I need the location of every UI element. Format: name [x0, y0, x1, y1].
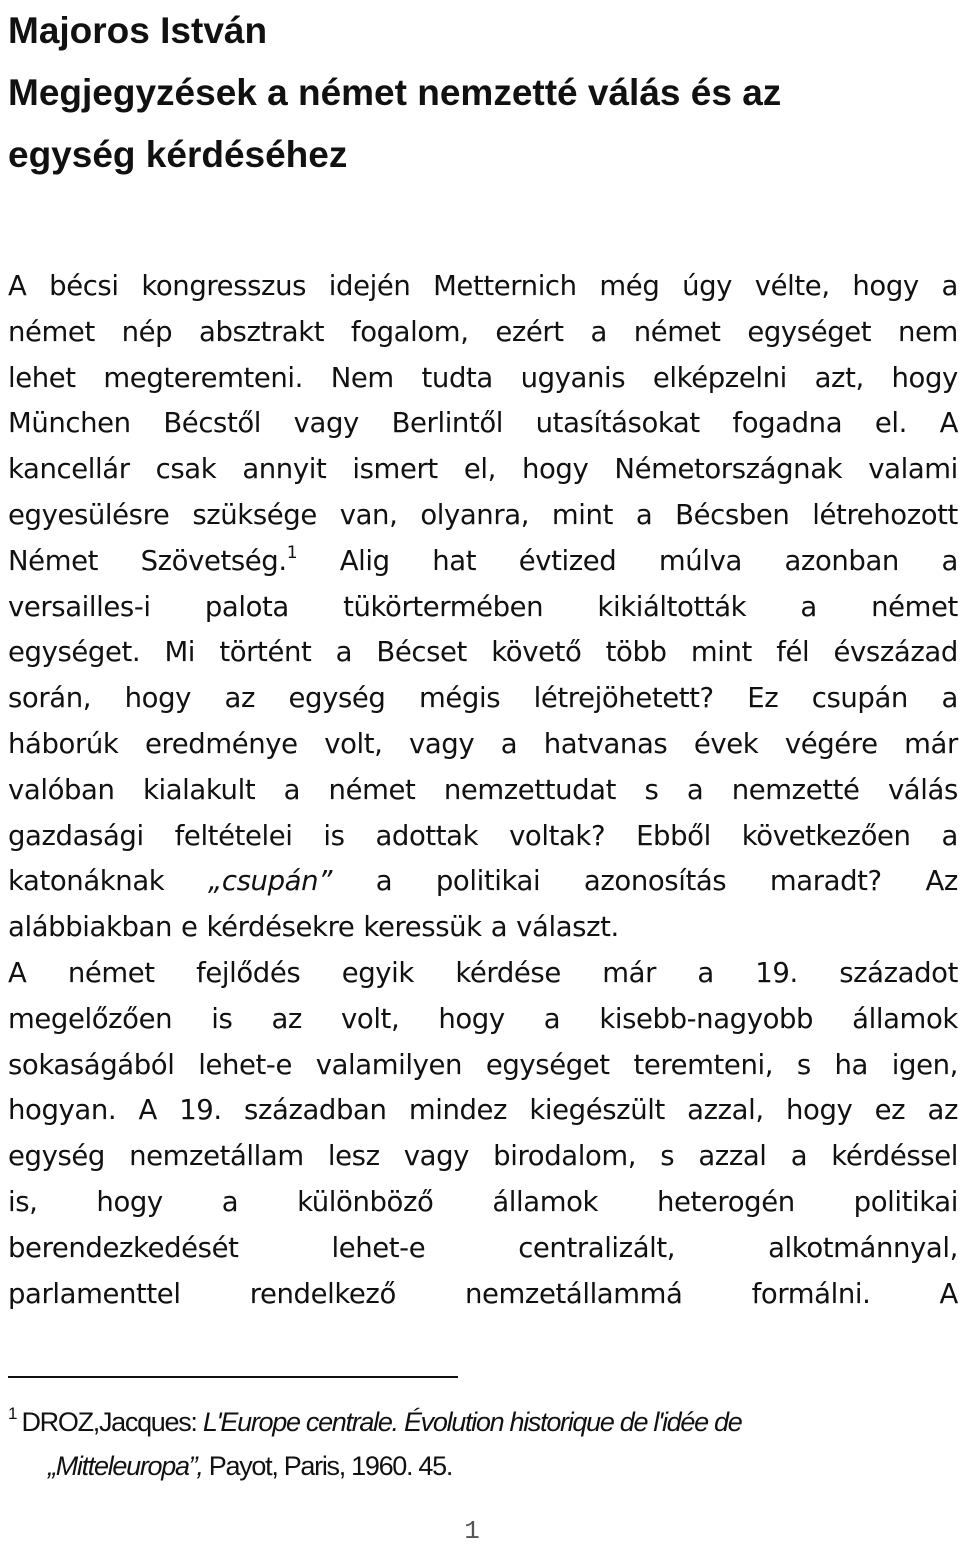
- word: egységet: [747, 315, 872, 348]
- word: Bécset: [376, 636, 467, 669]
- title-line-1: Megjegyzések a német nemzetté válás és az: [8, 72, 782, 113]
- word: alábbiakban: [8, 911, 173, 944]
- word: Mi: [164, 636, 196, 669]
- word: Németországnak: [614, 453, 843, 486]
- text-line: [8, 356, 958, 402]
- word: kérdéssel: [831, 1140, 958, 1173]
- word: is: [323, 819, 345, 852]
- word: fél: [776, 636, 810, 669]
- text-line: [8, 310, 958, 356]
- word: annyit: [242, 453, 327, 486]
- word: a: [941, 682, 958, 715]
- word: században: [244, 1094, 387, 1127]
- word: vagy: [293, 407, 359, 440]
- word: a: [697, 956, 714, 989]
- word: politikai: [435, 865, 541, 898]
- word: már: [602, 956, 656, 989]
- word: a: [335, 636, 353, 669]
- word: úgy: [682, 270, 733, 302]
- word: Német: [8, 544, 98, 577]
- word: berendezkedését: [8, 1231, 239, 1264]
- word: a: [221, 1185, 239, 1218]
- word: nem: [897, 315, 958, 348]
- word: fogadna: [732, 407, 843, 440]
- word: választ.: [516, 911, 619, 944]
- word: háborúk: [8, 727, 119, 760]
- body-paragraphs: [8, 264, 958, 1317]
- word: múlva: [658, 544, 742, 577]
- word: megteremteni.: [103, 361, 304, 394]
- footnote-separator: [8, 1376, 458, 1378]
- word: az: [271, 1002, 302, 1035]
- word: is: [211, 1002, 233, 1035]
- word: kisebb-nagyobb: [599, 1002, 814, 1035]
- word: politikai: [853, 1185, 958, 1218]
- word: Szövetség.$^1$: [140, 542, 298, 577]
- word: német: [328, 773, 416, 806]
- word: valami: [868, 453, 958, 486]
- text-line: [8, 859, 958, 905]
- word: a: [941, 819, 958, 852]
- word: létrehozott: [812, 498, 958, 531]
- word: el,: [463, 453, 496, 486]
- word: évszázad: [833, 636, 958, 669]
- word: centralizált,: [518, 1231, 676, 1264]
- word: szüksége: [192, 498, 317, 531]
- text-line: [8, 1226, 958, 1272]
- word: A: [138, 1094, 157, 1127]
- word: palota: [204, 590, 289, 623]
- word: azonban: [784, 544, 899, 577]
- word: keressük: [363, 911, 482, 944]
- word: a: [790, 1140, 808, 1173]
- word: a: [375, 865, 393, 898]
- text-line: [8, 630, 958, 676]
- word: A: [939, 407, 958, 440]
- footnote-work-title: L'Europe centrale. Évolution historique de l'idée de: [202, 1407, 742, 1437]
- word: s: [644, 773, 659, 806]
- word: lehet: [8, 361, 76, 394]
- word: német: [633, 315, 721, 348]
- word: Ez: [747, 682, 779, 715]
- word: századot: [839, 956, 958, 989]
- word: Berlintől: [391, 407, 504, 440]
- footnote: [8, 1392, 958, 1488]
- word: egység: [8, 1140, 105, 1173]
- word: teremteni,: [633, 1048, 774, 1081]
- word: olyanra,: [420, 498, 530, 531]
- word: kérdésekre: [206, 911, 355, 944]
- word: nemzetté: [731, 773, 860, 806]
- word: bécsi: [49, 270, 119, 302]
- text-line: [8, 951, 958, 997]
- word: tudta: [421, 361, 493, 394]
- word: nemzetállammá: [465, 1277, 683, 1310]
- word: adottak: [375, 819, 479, 852]
- word: hatvanas: [543, 727, 668, 760]
- word: azonosítás: [583, 865, 727, 898]
- word: A: [939, 1277, 958, 1310]
- word: s: [660, 1140, 675, 1173]
- word: Metternich: [433, 270, 577, 302]
- word: Bécstől: [163, 407, 262, 440]
- text-line: [8, 722, 958, 768]
- word: történt: [219, 636, 312, 669]
- footnote-work-title-cont: „Mitteleuropa”,: [48, 1451, 203, 1481]
- word: során,: [8, 682, 92, 715]
- word: különböző: [297, 1185, 434, 1218]
- word: megelőzően: [8, 1002, 173, 1035]
- word: sokaságából: [8, 1048, 175, 1081]
- word: absztrakt: [199, 315, 325, 348]
- word: A: [8, 956, 27, 989]
- footnote-author: DROZ,Jacques:: [21, 1407, 203, 1437]
- word: tükörtermében: [343, 590, 544, 623]
- footnote-line-2: [8, 1444, 958, 1488]
- word: a: [490, 911, 508, 944]
- word: kancellár: [8, 453, 130, 486]
- text-line: [8, 493, 958, 539]
- page-number: 1: [464, 1516, 480, 1546]
- word: egység: [288, 682, 386, 715]
- word: államok: [852, 1002, 958, 1035]
- word: „csupán”: [208, 865, 332, 898]
- word: kongresszus: [141, 270, 307, 302]
- text-line: [8, 814, 958, 860]
- word: Alig: [339, 544, 390, 577]
- text-line: [8, 1134, 958, 1180]
- text-line: [8, 539, 958, 585]
- word: e: [181, 911, 198, 944]
- word: feltételei: [174, 819, 293, 852]
- word: a: [500, 727, 518, 760]
- word: hogy: [521, 453, 589, 486]
- title-line-2: egység kérdéséhez: [8, 134, 348, 175]
- word: heterogén: [656, 1185, 795, 1218]
- word: vagy: [403, 1140, 470, 1173]
- word: egységet: [485, 1048, 610, 1081]
- word: hat: [432, 544, 477, 577]
- word: a: [635, 498, 653, 531]
- word: a: [283, 773, 301, 806]
- word: még: [599, 270, 660, 302]
- word: maradt?: [769, 865, 882, 898]
- word: egyik: [341, 956, 414, 989]
- word: volt,: [341, 1002, 400, 1035]
- word: német: [8, 315, 95, 348]
- word: birodalom,: [493, 1140, 637, 1173]
- word: nemzettudat: [443, 773, 617, 806]
- word: ez: [874, 1094, 906, 1127]
- word: ugyanis: [520, 361, 626, 394]
- word: német: [67, 956, 155, 989]
- word: voltak?: [509, 819, 606, 852]
- word: következően: [741, 819, 911, 852]
- word: 19.: [755, 956, 798, 989]
- word: formálni.: [751, 1277, 871, 1310]
- text-line: [8, 1272, 958, 1318]
- text-line: [8, 447, 958, 493]
- text-line: [8, 264, 958, 310]
- word: gazdasági: [8, 819, 144, 852]
- word: a: [941, 544, 958, 577]
- text-line: [8, 401, 958, 447]
- word: hogy: [124, 682, 191, 715]
- footnote-reference[interactable]: 1: [286, 542, 298, 563]
- footnote-line-1: [8, 1392, 958, 1444]
- word: Nem: [330, 361, 394, 394]
- word: a: [590, 315, 607, 348]
- word: államok: [492, 1185, 599, 1218]
- word: egyesülésre: [8, 498, 170, 531]
- word: nemzetállam: [129, 1140, 304, 1173]
- word: hogyan.: [8, 1094, 117, 1127]
- word: idején: [328, 270, 411, 302]
- footnote-publisher: Payot, Paris, 1960. 45.: [202, 1451, 453, 1481]
- word: kérdése: [455, 956, 561, 989]
- word: hogy: [438, 1002, 505, 1035]
- text-line: [8, 1180, 958, 1226]
- word: utasításokat: [535, 407, 700, 440]
- word: válás: [887, 773, 958, 806]
- word: hogy: [891, 361, 958, 394]
- word: lehet-e: [331, 1231, 426, 1264]
- word: Az: [925, 865, 958, 898]
- word: azt,: [814, 361, 864, 394]
- word: fejlődés: [196, 956, 301, 989]
- word: valamilyen: [315, 1048, 463, 1081]
- word: el.: [874, 407, 907, 440]
- word: parlamenttel: [8, 1277, 181, 1310]
- word: követő: [491, 636, 582, 669]
- word: azzal: [698, 1140, 767, 1173]
- word: vélte,: [754, 270, 830, 302]
- author-name: Majoros István: [8, 10, 268, 51]
- word: versailles-i: [8, 590, 151, 623]
- word: van,: [339, 498, 398, 531]
- word: München: [8, 407, 131, 440]
- word: rendelkező: [249, 1277, 396, 1310]
- word: mint: [551, 498, 613, 531]
- text-line: [8, 1043, 958, 1089]
- text-line: [8, 585, 958, 631]
- word: a: [686, 773, 704, 806]
- text-line: [8, 768, 958, 814]
- word: mindez: [408, 1094, 508, 1127]
- word: kiegészült: [529, 1094, 665, 1127]
- word: elképzelni: [652, 361, 787, 394]
- title-block: [8, 0, 958, 186]
- word: ha: [834, 1048, 869, 1081]
- word: nép: [121, 315, 173, 348]
- text-line: [8, 1088, 958, 1134]
- word: évek: [693, 727, 759, 760]
- word: a: [800, 590, 817, 623]
- word: hogy: [852, 270, 919, 302]
- word: mégis: [419, 682, 501, 715]
- footnote-number: 1: [8, 1404, 18, 1423]
- word: évtized: [518, 544, 617, 577]
- word: valóban: [8, 773, 115, 806]
- word: hogy: [96, 1185, 163, 1218]
- word: volt,: [324, 727, 383, 760]
- word: igen,: [891, 1048, 958, 1081]
- word: a: [543, 1002, 561, 1035]
- word: létrejöhetett?: [533, 682, 714, 715]
- word: 19.: [179, 1094, 222, 1127]
- word: kialakult: [142, 773, 256, 806]
- word: ismert: [352, 453, 438, 486]
- word: fogalom,: [350, 315, 469, 348]
- word: az: [927, 1094, 958, 1127]
- word: alkotmánnyal,: [768, 1231, 958, 1264]
- word: hogy: [785, 1094, 853, 1127]
- text-line: [8, 997, 958, 1043]
- word: vagy: [408, 727, 475, 760]
- word: már: [904, 727, 958, 760]
- word: kikiáltották: [597, 590, 747, 623]
- word: katonáknak: [8, 865, 165, 898]
- word: mint: [690, 636, 752, 669]
- word: ezért: [495, 315, 564, 348]
- word: lehet-e: [198, 1048, 292, 1081]
- word: német: [871, 590, 958, 623]
- word: Ebből: [636, 819, 711, 852]
- text-line: [8, 905, 958, 951]
- word: végére: [784, 727, 878, 760]
- word: lesz: [327, 1140, 380, 1173]
- word: Bécsben: [675, 498, 790, 531]
- word: az: [224, 682, 256, 715]
- word: a: [941, 270, 958, 302]
- word: eredménye: [144, 727, 298, 760]
- word: csak: [155, 453, 217, 486]
- word: s: [796, 1048, 811, 1081]
- word: csupán: [811, 682, 908, 715]
- word: A: [8, 270, 27, 302]
- word: több: [605, 636, 667, 669]
- text-line: [8, 676, 958, 722]
- word: azzal,: [687, 1094, 764, 1127]
- word: is,: [8, 1185, 38, 1218]
- word: egységet.: [8, 636, 141, 669]
